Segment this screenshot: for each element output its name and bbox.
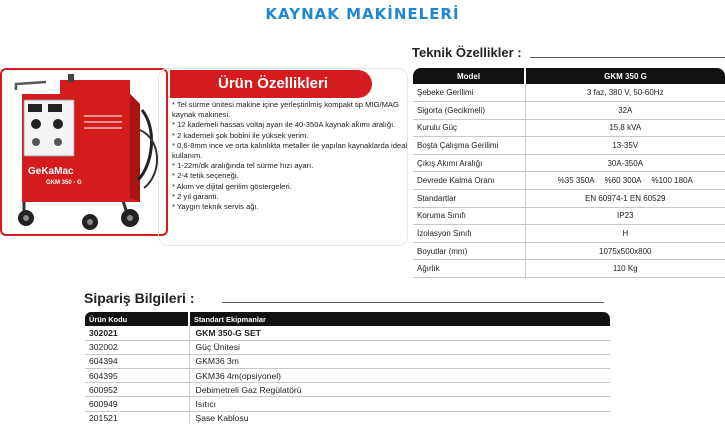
order-desc: GKM36 4m(opsiyonel) [189, 369, 610, 383]
order-code: 201521 [85, 411, 189, 424]
duty-cycle-value: %35 350A [557, 176, 595, 186]
spec-row [413, 260, 725, 278]
spec-label: Çıkış Akımı Aralığı [413, 154, 525, 172]
spec-label: Sigorta (Gecikmeli) [413, 102, 525, 120]
specs-header-row [413, 68, 725, 84]
feature-item: * 0,6-8mm ince ve orta kalınlıkta metaller ile yapılan kaynaklarda ideal kullanım. [172, 140, 408, 161]
spec-label: Boşta Çalışma Gerilimi [413, 137, 525, 155]
order-row [85, 354, 610, 368]
order-row [85, 326, 610, 340]
spec-value: EN 60974-1 EN 60529 [525, 190, 725, 208]
spec-row [413, 102, 725, 120]
features-heading: Ürün Özellikleri [170, 70, 372, 98]
specs-table [413, 68, 725, 278]
order-code: 600952 [85, 383, 189, 397]
product-image-panel [0, 68, 168, 236]
spec-value: 1075x500x800 [525, 242, 725, 260]
order-desc: Şase Kablosu [189, 411, 610, 424]
order-desc: Güç Ünitesi [189, 340, 610, 354]
order-row [85, 383, 610, 397]
spec-label: Şebeke Gerilimi [413, 84, 525, 102]
spec-value: H [525, 225, 725, 243]
spec-row [413, 154, 725, 172]
spec-label: Standartlar [413, 190, 525, 208]
specs-heading-rule [530, 57, 725, 58]
order-row [85, 411, 610, 424]
spec-value: 110 Kg [525, 260, 725, 278]
feature-item: * Akım ve dijital gerilim göstergeleri. [172, 181, 292, 191]
order-code: 604395 [85, 369, 189, 383]
spec-label: İzolasyon Sınıfı [413, 225, 525, 243]
spec-value [525, 172, 725, 190]
order-header-row [85, 312, 610, 326]
spec-row [413, 225, 725, 243]
spec-row [413, 190, 725, 208]
spec-label: Boyutlar (mm) [413, 242, 525, 260]
order-code: 604394 [85, 354, 189, 368]
spec-value: 15.8 kVA [525, 119, 725, 137]
spec-label: Ağırlık [413, 260, 525, 278]
order-code: 302021 [85, 326, 189, 340]
feature-item: * 2-4 tetik seçeneği. [172, 171, 239, 181]
spec-value: IP23 [525, 207, 725, 225]
spec-row [413, 137, 725, 155]
spec-value: 32A [525, 102, 725, 120]
specs-header-value: GKM 350 G [525, 68, 725, 84]
brand-logo: GeKaMac [28, 166, 74, 177]
order-code: 600949 [85, 397, 189, 411]
order-heading-rule [222, 302, 604, 303]
spec-label: Kurulu Güç [413, 119, 525, 137]
feature-item: * 2 kademeli şok bobini ile yüksek verim. [172, 130, 309, 140]
feature-item: * Tel sürme ünitesi makine içine yerleştirilmiş kompakt tip MIG/MAG kaynak makinesi. [172, 100, 399, 120]
page-title: KAYNAK MAKİNELERİ [265, 5, 460, 23]
spec-label: Koruma Sınıfı [413, 207, 525, 225]
spec-row [413, 242, 725, 260]
feature-item: * 1-22m/dk aralığında tel sürme hızı ayarı. [172, 161, 314, 171]
order-code: 302002 [85, 340, 189, 354]
welding-machine-illustration [2, 70, 166, 234]
order-row [85, 369, 610, 383]
spec-label: Devrede Kalma Oranı [413, 172, 525, 190]
order-row [85, 397, 610, 411]
order-header-code: Ürün Kodu [85, 312, 189, 326]
model-plate: GKM 350 - G [46, 180, 82, 186]
spec-row [413, 207, 725, 225]
order-desc: Debimetreli Gaz Regülatörü [189, 383, 610, 397]
feature-item: * 12 kademeli hassas voltaj ayarı ile 40-350A kaynak akımı aralığı. [172, 120, 396, 130]
specs-heading: Teknik Özellikler : [412, 45, 522, 60]
feature-item: * 2 yıl garanti. [172, 191, 219, 201]
duty-cycle-value: %100 180A [651, 176, 693, 186]
order-desc: GKM36 3m [189, 354, 610, 368]
order-row [85, 340, 610, 354]
specs-header-label: Model [413, 68, 525, 84]
spec-value: 13-35V [525, 137, 725, 155]
spec-value: 30A-350A [525, 154, 725, 172]
order-header-desc: Standart Ekipmanlar [189, 312, 610, 326]
spec-row [413, 119, 725, 137]
order-table [85, 312, 610, 424]
features-list [172, 100, 408, 212]
order-desc: GKM 350-G SET [189, 326, 610, 340]
feature-item: * Yaygın teknik servis ağı. [172, 202, 259, 212]
spec-row [413, 84, 725, 102]
spec-row [413, 172, 725, 190]
duty-cycle-value: %60 300A [604, 176, 642, 186]
order-desc: Isıtıcı [189, 397, 610, 411]
spec-value: 3 faz, 380 V, 50-60Hz [525, 84, 725, 102]
order-heading: Sipariş Bilgileri : [84, 290, 195, 306]
